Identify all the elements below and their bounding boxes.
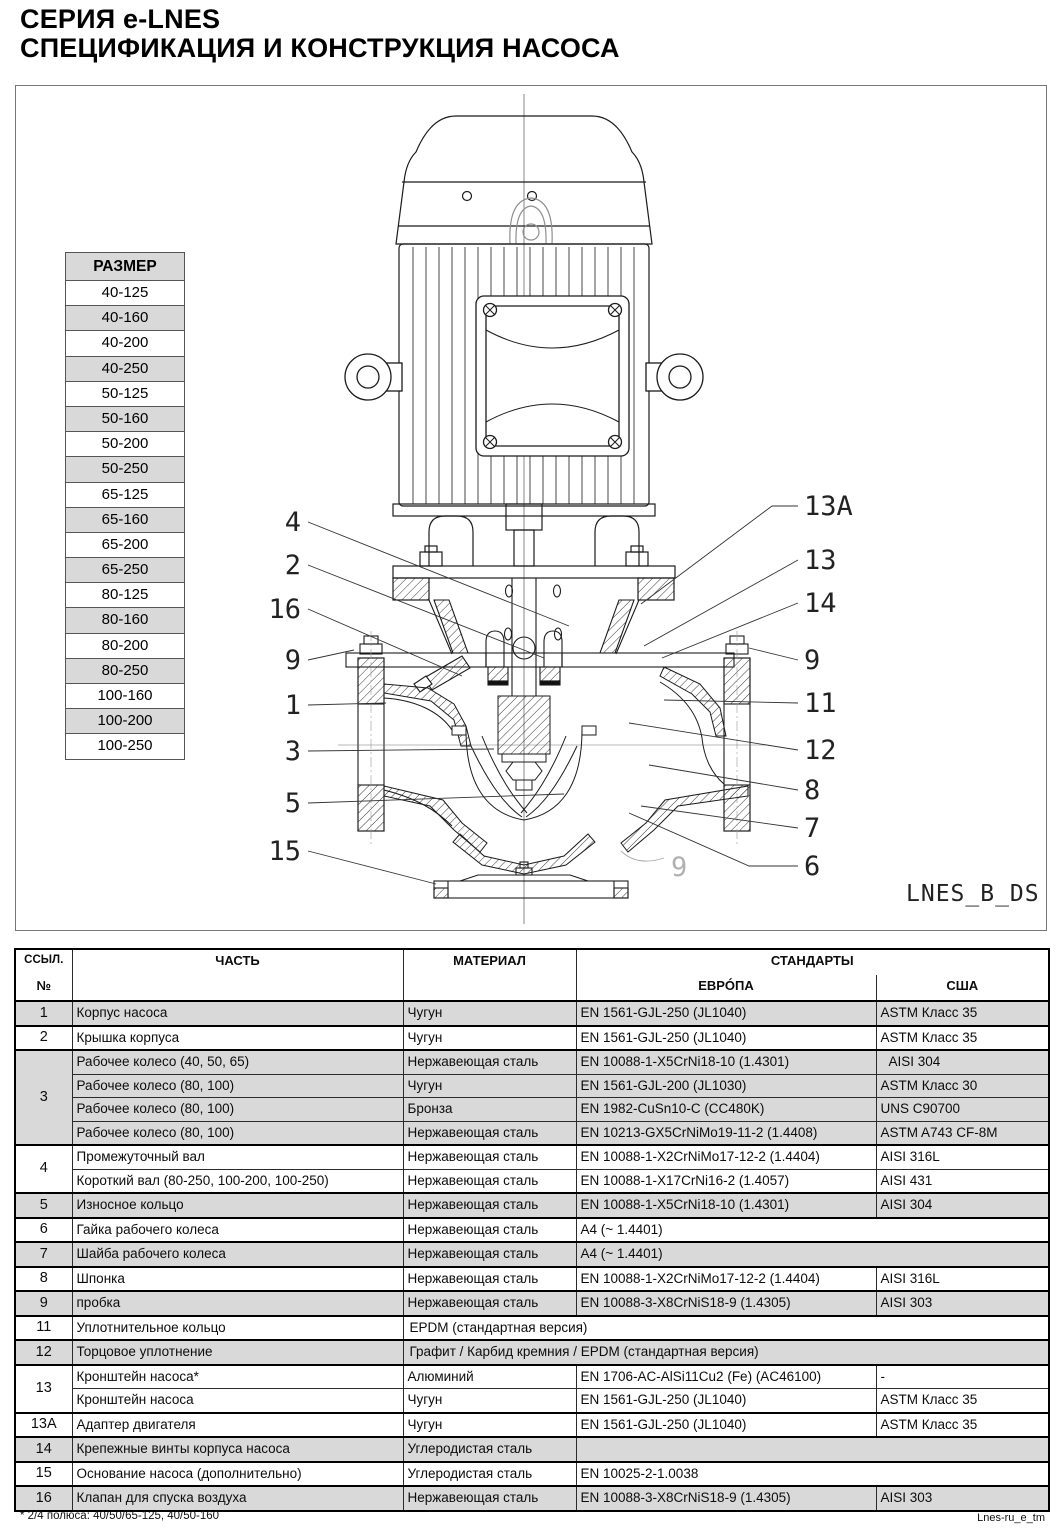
cell-no: 2	[15, 1026, 72, 1051]
cell-eu: EN 1561-GJL-250 (JL1040)	[576, 1026, 876, 1051]
cell-part: Крепежные винты корпуса насоса	[72, 1437, 403, 1462]
cell-material-span: Графит / Карбид кремния / EPDM (стандартная версия)	[403, 1340, 1049, 1365]
cell-part: Кронштейн насоса	[72, 1389, 403, 1413]
cell-no: 3	[15, 1050, 72, 1145]
terminal-box	[476, 296, 629, 456]
callout-2: 2	[284, 550, 301, 581]
cell-material: Нержавеющая сталь	[403, 1486, 576, 1511]
size-row: 40-250	[66, 356, 184, 381]
table-row	[15, 1340, 1049, 1365]
table-row	[15, 1316, 1049, 1341]
table-row	[15, 1026, 1049, 1051]
cell-part: Износное кольцо	[72, 1193, 403, 1218]
col-ref-1: ССЫЛ.	[15, 949, 72, 975]
table-row	[15, 1267, 1049, 1292]
cell-us: ASTM Класс 30	[876, 1074, 1049, 1098]
table-row	[15, 1365, 1049, 1389]
cell-eu: EN 10088-1-X2CrNiMo17-12-2 (1.4404)	[576, 1267, 876, 1292]
table-row	[15, 1242, 1049, 1267]
cell-material: Нержавеющая сталь	[403, 1145, 576, 1169]
cell-eu: EN 1982-CuSn10-C (CC480K)	[576, 1098, 876, 1122]
size-row: 80-200	[66, 633, 184, 658]
parts-table-header	[15, 949, 1049, 1001]
callout-4: 4	[284, 507, 301, 538]
size-row: 65-250	[66, 557, 184, 582]
cell-eu: EN 1706-AC-AlSi11Cu2 (Fe) (AC46100)	[576, 1365, 876, 1389]
callout-6: 6	[804, 851, 821, 882]
table-row	[15, 1413, 1049, 1438]
size-row: 50-160	[66, 406, 184, 431]
callout-9-left: 9	[284, 645, 301, 676]
cell-material: Чугун	[403, 1001, 576, 1026]
table-row	[15, 1001, 1049, 1026]
cell-no: 14	[15, 1437, 72, 1462]
callout-12: 12	[804, 735, 837, 766]
cell-eu: EN 10088-3-X8CrNiS18-9 (1.4305)	[576, 1291, 876, 1316]
cell-material: Чугун	[403, 1413, 576, 1438]
table-row	[15, 1074, 1049, 1098]
cell-standard-span: A4 (~ 1.4401)	[576, 1242, 1049, 1267]
size-row: 65-125	[66, 482, 184, 507]
title-line-1: СЕРИЯ e-LNES	[20, 4, 221, 34]
size-row: 40-125	[66, 280, 184, 305]
cell-part: Шайба рабочего колеса	[72, 1242, 403, 1267]
cell-no: 13	[15, 1365, 72, 1413]
cell-eu: EN 1561-GJL-250 (JL1040)	[576, 1001, 876, 1026]
cell-part: Кронштейн насоса*	[72, 1365, 403, 1389]
page-title	[20, 5, 620, 63]
cell-part: Уплотнительное кольцо	[72, 1316, 403, 1341]
motor-adapter	[429, 578, 639, 696]
cell-part: Торцовое уплотнение	[72, 1340, 403, 1365]
table-row	[15, 1121, 1049, 1145]
cell-part: Рабочее колесо (80, 100)	[72, 1074, 403, 1098]
cell-material-span: EPDM (стандартная версия)	[403, 1316, 1049, 1341]
cell-material: Нержавеющая сталь	[403, 1267, 576, 1292]
cell-us: ASTM Класс 35	[876, 1001, 1049, 1026]
cell-us: ASTM Класс 35	[876, 1389, 1049, 1413]
callout-14: 14	[804, 588, 837, 619]
lifting-eye-left	[345, 354, 402, 400]
table-row	[15, 1218, 1049, 1243]
volute-casing	[384, 667, 748, 874]
cell-material: Чугун	[403, 1389, 576, 1413]
title-line-2: СПЕЦИФИКАЦИЯ И КОНСТРУКЦИЯ НАСОСА	[20, 33, 620, 63]
table-row	[15, 1193, 1049, 1218]
size-row: 50-200	[66, 431, 184, 456]
cell-no: 4	[15, 1145, 72, 1193]
cell-no: 6	[15, 1218, 72, 1243]
size-row: 80-160	[66, 607, 184, 632]
cell-part: Шпонка	[72, 1267, 403, 1292]
cell-eu: EN 10088-1-X5CrNi18-10 (1.4301)	[576, 1050, 876, 1074]
size-row: 80-250	[66, 658, 184, 683]
cell-us: AISI 316L	[876, 1145, 1049, 1169]
table-row	[15, 1050, 1049, 1074]
size-table-rows	[66, 280, 184, 759]
parts-table	[14, 948, 1050, 1512]
table-row	[15, 1486, 1049, 1511]
cell-material: Углеродистая сталь	[403, 1462, 576, 1487]
cell-us: ASTM Класс 35	[876, 1026, 1049, 1051]
cell-eu: EN 10213-GX5CrNiMo19-11-2 (1.4408)	[576, 1121, 876, 1145]
cell-us: AISI 304	[876, 1193, 1049, 1218]
size-table	[65, 252, 185, 760]
cell-eu: EN 10088-3-X8CrNiS18-9 (1.4305)	[576, 1486, 876, 1511]
callout-7: 7	[804, 813, 821, 844]
cell-us: UNS C90700	[876, 1098, 1049, 1122]
cell-eu: EN 10088-1-X2CrNiMo17-12-2 (1.4404)	[576, 1145, 876, 1169]
callout-9-right: 9	[804, 645, 821, 676]
drawing-code: LNES_B_DS	[906, 881, 1040, 907]
cell-part: Клапан для спуска воздуха	[72, 1486, 403, 1511]
suction-flange-left	[358, 631, 384, 846]
lifting-eye-right	[646, 354, 703, 400]
callout-9-ghost: 9	[671, 852, 688, 883]
callout-13: 13	[804, 545, 837, 576]
cell-material: Бронза	[403, 1098, 576, 1122]
callout-labels	[268, 491, 852, 883]
cell-material: Нержавеющая сталь	[403, 1169, 576, 1193]
cell-material: Нержавеющая сталь	[403, 1193, 576, 1218]
table-row	[15, 1389, 1049, 1413]
col-standards: СТАНДАРТЫ	[576, 949, 1049, 975]
cell-part: Гайка рабочего колеса	[72, 1218, 403, 1243]
cell-no: 13A	[15, 1413, 72, 1438]
cell-us: -	[876, 1365, 1049, 1389]
cell-eu: EN 10088-1-X17CrNi16-2 (1.4057)	[576, 1169, 876, 1193]
cell-no: 15	[15, 1462, 72, 1487]
cell-material: Алюминий	[403, 1365, 576, 1389]
cell-material: Нержавеющая сталь	[403, 1218, 576, 1243]
footnote: * 2/4 полюса: 40/50/65-125, 40/50-160	[20, 1510, 220, 1522]
size-row: 100-250	[66, 733, 184, 758]
cell-eu: EN 1561-GJL-250 (JL1040)	[576, 1413, 876, 1438]
callout-11: 11	[804, 688, 837, 719]
size-table-header: РАЗМЕР	[66, 253, 184, 280]
col-material: МАТЕРИАЛ	[403, 949, 576, 1001]
cell-part: Промежуточный вал	[72, 1145, 403, 1169]
cell-standard-span: EN 10025-2-1.0038	[576, 1462, 1049, 1487]
cell-material: Нержавеющая сталь	[403, 1291, 576, 1316]
cell-material: Нержавеющая сталь	[403, 1050, 576, 1074]
col-ref-2: №	[15, 975, 72, 1001]
cell-no: 5	[15, 1193, 72, 1218]
cell-us: AISI 303	[876, 1486, 1049, 1511]
air-vent-valve	[414, 656, 470, 692]
size-row: 65-200	[66, 532, 184, 557]
callout-5: 5	[284, 788, 301, 819]
size-row: 65-160	[66, 507, 184, 532]
size-row: 40-160	[66, 305, 184, 330]
callout-15: 15	[268, 836, 301, 867]
size-row: 80-125	[66, 582, 184, 607]
cell-eu: EN 1561-GJL-200 (JL1030)	[576, 1074, 876, 1098]
cell-no: 7	[15, 1242, 72, 1267]
cell-no: 9	[15, 1291, 72, 1316]
cell-part: Крышка корпуса	[72, 1026, 403, 1051]
col-usa: США	[876, 975, 1049, 1001]
col-part: ЧАСТЬ	[72, 949, 403, 1001]
cell-us: AISI 431	[876, 1169, 1049, 1193]
document-code: Lnes-ru_e_tm	[977, 1512, 1045, 1524]
cell-material: Нержавеющая сталь	[403, 1242, 576, 1267]
callout-1: 1	[284, 690, 301, 721]
cell-no: 1	[15, 1001, 72, 1026]
cell-part: Рабочее колесо (40, 50, 65)	[72, 1050, 403, 1074]
cell-standard-span	[576, 1437, 1049, 1462]
cell-part: Короткий вал (80-250, 100-200, 100-250)	[72, 1169, 403, 1193]
cell-part: Рабочее колесо (80, 100)	[72, 1121, 403, 1145]
table-row	[15, 1098, 1049, 1122]
cell-us: AISI 303	[876, 1291, 1049, 1316]
size-row: 100-200	[66, 708, 184, 733]
cell-material: Нержавеющая сталь	[403, 1121, 576, 1145]
callout-8: 8	[804, 775, 821, 806]
cell-no: 16	[15, 1486, 72, 1511]
lifting-handle	[510, 198, 552, 244]
cell-us: ASTM Класс 35	[876, 1413, 1049, 1438]
cell-no: 12	[15, 1340, 72, 1365]
size-row: 100-160	[66, 683, 184, 708]
cell-part: Корпус насоса	[72, 1001, 403, 1026]
col-europe: ЕВРÓПА	[576, 975, 876, 1001]
motor-base	[393, 504, 675, 600]
cell-part: Основание насоса (дополнительно)	[72, 1462, 403, 1487]
table-row	[15, 1462, 1049, 1487]
callout-16: 16	[268, 594, 301, 625]
table-row	[15, 1437, 1049, 1462]
cell-material: Чугун	[403, 1074, 576, 1098]
cell-eu: EN 10088-1-X5CrNi18-10 (1.4301)	[576, 1193, 876, 1218]
cell-us: ASTM A743 CF-8M	[876, 1121, 1049, 1145]
cell-us: AISI 304	[876, 1050, 1049, 1074]
table-row	[15, 1291, 1049, 1316]
cell-part: пробка	[72, 1291, 403, 1316]
cell-us: AISI 316L	[876, 1267, 1049, 1292]
table-row	[15, 1169, 1049, 1193]
size-row: 40-200	[66, 330, 184, 355]
table-row	[15, 1145, 1049, 1169]
callout-13A: 13A	[804, 491, 853, 522]
cell-part: Рабочее колесо (80, 100)	[72, 1098, 403, 1122]
size-row: 50-250	[66, 456, 184, 481]
cell-material: Углеродистая сталь	[403, 1437, 576, 1462]
cell-standard-span: A4 (~ 1.4401)	[576, 1218, 1049, 1243]
cell-no: 11	[15, 1316, 72, 1341]
cell-material: Чугун	[403, 1026, 576, 1051]
cell-eu: EN 1561-GJL-250 (JL1040)	[576, 1389, 876, 1413]
cell-part: Адаптер двигателя	[72, 1413, 403, 1438]
cell-no: 8	[15, 1267, 72, 1292]
callout-3: 3	[284, 736, 301, 767]
size-row: 50-125	[66, 381, 184, 406]
